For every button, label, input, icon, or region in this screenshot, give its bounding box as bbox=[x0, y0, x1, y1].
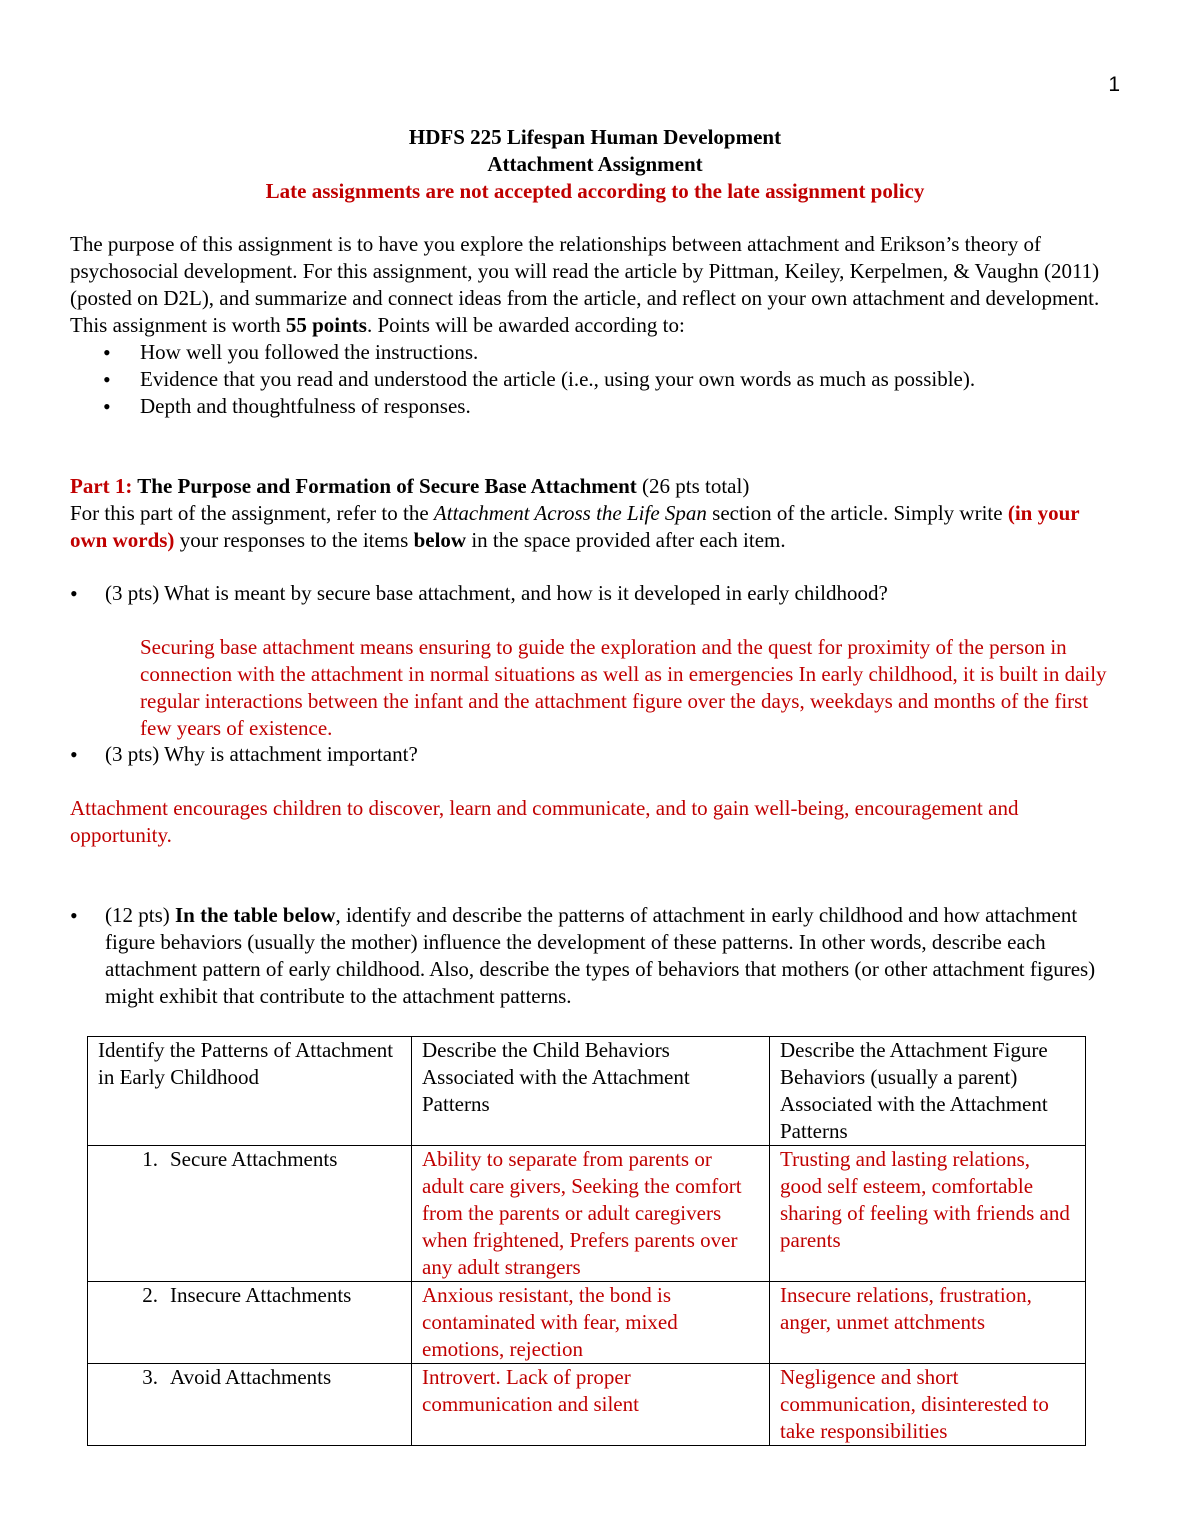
answer-2: Attachment encourages children to discover, learn and communicate, and to gain well-being, encouragement and opportunity. bbox=[70, 796, 1019, 847]
bullet-icon: • bbox=[70, 903, 78, 928]
row-number: 1. bbox=[142, 1147, 158, 1171]
question-3 bbox=[70, 902, 1120, 1010]
table-row bbox=[88, 1146, 1086, 1282]
section-name: Attachment Across the Life Span bbox=[433, 501, 707, 525]
part1-label: Part 1: bbox=[70, 474, 133, 498]
question-pts: (12 pts) bbox=[105, 903, 175, 927]
intro-text: The purpose of this assignment is to have you explore the relationships between attachment and Erikson’s theory of psychosocial development. For this assignment, you will read the article by Pittman, Keiley, Kerpelmen, & Vaughn (2011) (posted on D2L), and summarize and connect ideas from the article, and reflect on your own attachment and development. This assignment is worth bbox=[70, 232, 1100, 337]
table-header-cell: Describe the Attachment Figure Behaviors (usually a parent) Associated with the Attachment Patterns bbox=[770, 1037, 1086, 1146]
answer-1: Securing base attachment means ensuring to guide the exploration and the quest for proximity of the person in connection with the attachment in normal situations as well as in emergencies In early childhood, it is built in daily regular interactions between the infant and the attachment figure over the days, weekdays and months of the first few years of existence. bbox=[140, 635, 1107, 740]
document-header bbox=[0, 124, 1190, 205]
intro-text-end: . Points will be awarded according to: bbox=[366, 313, 685, 337]
question-text: , identify and describe the patterns of attachment in early childhood and how attachment figure behaviors (usually the mother) influence the development of these patterns. In other words, describe each attachment pattern of early childhood. Also, describe the types of behaviors that mothers (or other attachment figures) might exhibit that contribute to the attachment patterns. bbox=[105, 903, 1096, 1008]
question-2 bbox=[70, 741, 1120, 768]
below-emphasis: below bbox=[413, 528, 467, 552]
instr-text: For this part of the assignment, refer to the bbox=[70, 501, 434, 525]
question-text: (3 pts) Why is attachment important? bbox=[105, 742, 418, 766]
question-text: (3 pts) What is meant by secure base attachment, and how is it developed in early childhood? bbox=[105, 581, 888, 605]
figure-behavior-cell: Trusting and lasting relations, good self esteem, comfortable sharing of feeling with friends and parents bbox=[770, 1146, 1086, 1282]
own-words-emphasis: (in your own words) bbox=[70, 501, 1080, 552]
list-item: • Depth and thoughtfulness of responses. bbox=[70, 393, 1120, 420]
intro-paragraph bbox=[70, 231, 1120, 339]
intro-section bbox=[70, 231, 1120, 420]
figure-behavior-cell: Insecure relations, frustration, anger, unmet attchments bbox=[770, 1282, 1086, 1364]
assignment-title: Attachment Assignment bbox=[487, 152, 703, 176]
part1-instructions bbox=[70, 500, 1120, 554]
bullet-icon: • bbox=[70, 581, 78, 606]
pattern-name: Avoid Attachments bbox=[170, 1365, 332, 1389]
question-emphasis: In the table below bbox=[175, 903, 336, 927]
table-header-cell: Describe the Child Behaviors Associated with the Attachment Patterns bbox=[412, 1037, 770, 1146]
instr-text: section of the article. Simply write bbox=[706, 501, 1008, 525]
part1-heading bbox=[70, 473, 1120, 500]
table-header-row bbox=[88, 1037, 1086, 1146]
part1-total: (26 pts total) bbox=[636, 474, 750, 498]
question-1 bbox=[70, 580, 1120, 607]
table-header-cell: Identify the Patterns of Attachment in Early Childhood bbox=[88, 1037, 412, 1146]
page-number: 1 bbox=[1108, 73, 1120, 96]
pattern-cell bbox=[88, 1146, 412, 1282]
points-value: 55 points bbox=[285, 313, 367, 337]
child-behavior-cell: Ability to separate from parents or adult care givers, Seeking the comfort from the parents or adult caregivers when frightened, Prefers parents over any adult strangers bbox=[412, 1146, 770, 1282]
figure-behavior-cell: Negligence and short communication, disinterested to take responsibilities bbox=[770, 1364, 1086, 1446]
course-title: HDFS 225 Lifespan Human Development bbox=[408, 125, 782, 149]
part1-title: The Purpose and Formation of Secure Base Attachment bbox=[132, 474, 637, 498]
pattern-cell bbox=[88, 1282, 412, 1364]
instr-text: your responses to the items bbox=[174, 528, 414, 552]
instr-text: in the space provided after each item. bbox=[466, 528, 786, 552]
child-behavior-cell: Anxious resistant, the bond is contaminated with fear, mixed emotions, rejection bbox=[412, 1282, 770, 1364]
part1-section bbox=[70, 473, 1120, 554]
list-item: • How well you followed the instructions. bbox=[70, 339, 1120, 366]
pattern-name: Secure Attachments bbox=[170, 1147, 338, 1171]
bullet-icon: • bbox=[70, 742, 78, 767]
pattern-name: Insecure Attachments bbox=[170, 1283, 352, 1307]
child-behavior-cell: Introvert. Lack of proper communication and silent bbox=[412, 1364, 770, 1446]
criteria-list bbox=[70, 339, 1120, 420]
table-row bbox=[88, 1282, 1086, 1364]
attachment-table bbox=[87, 1036, 1086, 1446]
late-policy-notice: Late assignments are not accepted according to the late assignment policy bbox=[265, 179, 925, 203]
list-item: • Evidence that you read and understood the article (i.e., using your own words as much as possible). bbox=[70, 366, 1120, 393]
row-number: 3. bbox=[142, 1365, 158, 1389]
pattern-cell bbox=[88, 1364, 412, 1446]
table-row bbox=[88, 1364, 1086, 1446]
row-number: 2. bbox=[142, 1283, 158, 1307]
